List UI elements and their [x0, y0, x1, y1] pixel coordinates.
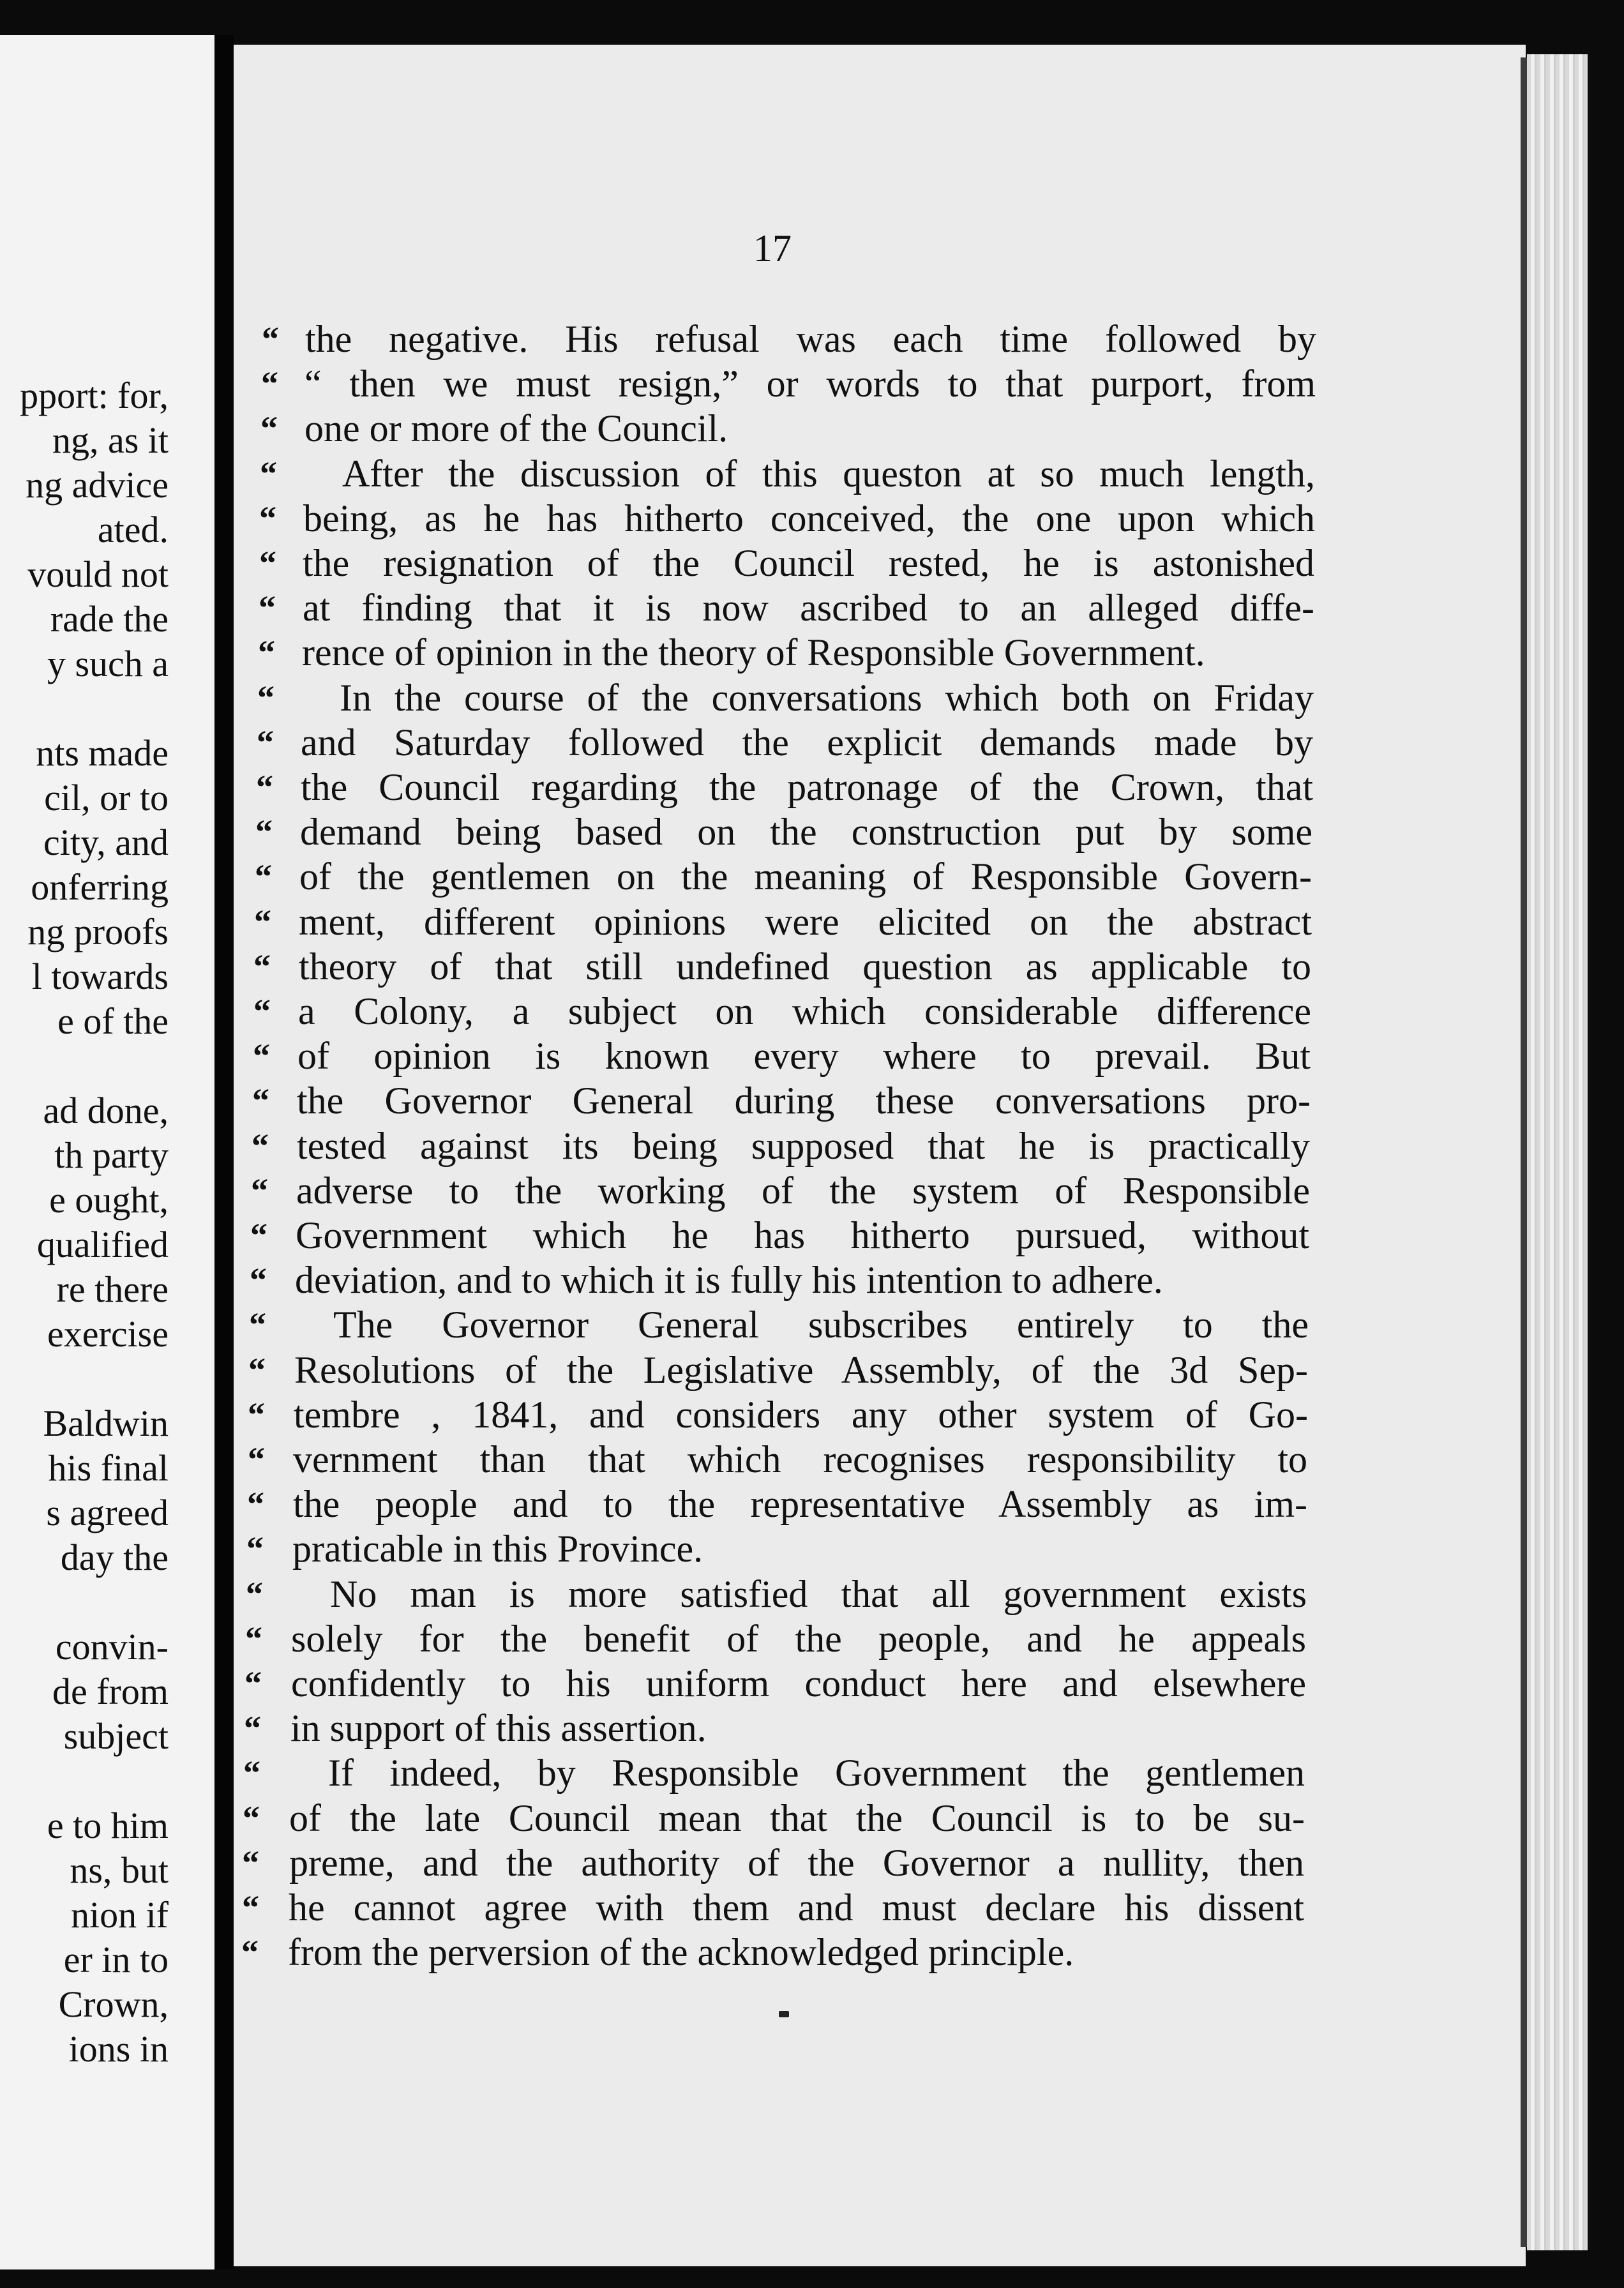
line-text: demand being based on the construction put by some	[300, 811, 1312, 853]
text-line	[0, 1840, 1404, 1886]
line-text: praticable in this Province.	[292, 1528, 703, 1570]
text-line	[0, 854, 1404, 899]
text-line	[0, 899, 1404, 945]
text-line	[0, 1885, 1404, 1930]
margin-quote-mark: “	[255, 857, 272, 896]
line-text: he cannot agree with them and must declare his dissent	[289, 1886, 1304, 1929]
line-text: tembre , 1841, and considers any other system of Go-	[294, 1394, 1308, 1436]
margin-quote-mark: “	[247, 1485, 264, 1523]
margin-quote-mark: “	[248, 1351, 266, 1389]
text-line	[0, 1078, 1404, 1124]
text-line	[0, 1705, 1404, 1751]
left-page-line: ad done,	[43, 1090, 169, 1131]
left-page-line: convin-	[55, 1626, 169, 1667]
margin-quote-mark: “	[250, 1261, 267, 1299]
line-text: a Colony, a subject on which considerable difference	[298, 990, 1311, 1032]
line-text: Resolutions of the Legislative Assembly, of the 3d Sep-	[294, 1349, 1308, 1391]
line-text: the resignation of the Council rested, he is astonished	[303, 542, 1314, 584]
left-page-line: re there	[56, 1268, 169, 1310]
left-page-line: e ought,	[49, 1179, 169, 1221]
margin-quote-mark: “	[246, 1575, 263, 1613]
margin-quote-mark: “	[254, 903, 271, 941]
left-page-line: subject	[63, 1715, 169, 1757]
line-text: solely for the benefit of the people, and he appeals	[291, 1618, 1306, 1660]
line-text: from the perversion of the acknowledged principle.	[288, 1931, 1074, 1973]
left-page-line: ng, as it	[52, 419, 169, 461]
margin-quote-mark: “	[260, 455, 277, 493]
line-text: adverse to the working of the system of Responsible	[296, 1170, 1310, 1212]
line-text: After the discussion of this queston at so much length,	[342, 453, 1315, 495]
margin-quote-mark: “	[244, 1709, 261, 1747]
line-text: one or more of the Council.	[304, 407, 728, 449]
line-text: the people and to the representative Assembly as im-	[293, 1483, 1307, 1525]
margin-quote-mark: “	[250, 1216, 267, 1254]
left-page-line: pport: for,	[20, 375, 169, 416]
text-line	[0, 1750, 1404, 1796]
text-line	[0, 1302, 1404, 1348]
text-line	[0, 1168, 1404, 1214]
margin-quote-mark: “	[257, 679, 274, 717]
margin-quote-mark: “	[257, 723, 274, 762]
line-text: theory of that still undefined question as applicable to	[299, 945, 1311, 988]
text-line	[0, 988, 1404, 1034]
margin-quote-mark: “	[252, 1127, 269, 1165]
text-line	[0, 1660, 1404, 1706]
text-line	[0, 1481, 1404, 1527]
left-page-line: qualified	[36, 1224, 169, 1265]
margin-quote-mark: “	[253, 1037, 270, 1075]
left-page-line: cil, or to	[44, 777, 169, 818]
left-page-line: day the	[60, 1537, 169, 1578]
margin-quote-mark: “	[248, 1396, 265, 1434]
text-line	[0, 361, 1404, 407]
line-text: at finding that it is now ascribed to an alleged diffe-	[303, 587, 1314, 629]
text-line	[0, 1033, 1404, 1079]
margin-quote-mark: “	[256, 768, 273, 806]
text-line	[0, 675, 1404, 721]
margin-quote-mark: “	[241, 1933, 259, 1971]
line-text: ment, different opinions were elicited on the abstract	[299, 901, 1312, 943]
line-text: “ then we must resign,” or words to that purport, from	[304, 363, 1316, 405]
margin-quote-mark: “	[242, 1844, 259, 1882]
text-line	[0, 944, 1404, 990]
line-text: preme, and the authority of the Governor a nullity, then	[289, 1842, 1304, 1884]
line-text: the negative. His refusal was each time followed by	[305, 318, 1316, 360]
left-page-line: ng advice	[26, 464, 169, 506]
margin-quote-mark: “	[245, 1620, 262, 1658]
line-text: in support of this assertion.	[290, 1707, 707, 1749]
text-line	[0, 1347, 1404, 1393]
text-line	[0, 540, 1404, 586]
line-text: of opinion is known every where to prevail. But	[297, 1035, 1311, 1077]
line-text: If indeed, by Responsible Government the gentlemen	[328, 1752, 1305, 1794]
text-line	[0, 1526, 1404, 1572]
text-line	[0, 1212, 1404, 1258]
margin-quote-mark: “	[255, 813, 273, 851]
line-text: deviation, and to which it is fully his intention to adhere.	[295, 1259, 1163, 1301]
line-text: vernment than that which recognises responsibility to	[293, 1438, 1307, 1480]
left-page-line: nts made	[36, 732, 169, 774]
line-text: of the gentlemen on the meaning of Responsible Govern-	[299, 855, 1312, 898]
left-page-line: nion if	[70, 1894, 169, 1936]
left-page-line: onferring	[31, 866, 169, 908]
line-text: The Governor General subscribes entirely to the	[333, 1304, 1309, 1346]
text-line	[0, 764, 1404, 810]
left-page-line: exercise	[47, 1313, 169, 1355]
line-text: the Governor General during these conversations pro-	[297, 1080, 1311, 1122]
left-page-line: Crown,	[58, 1983, 169, 2025]
left-page-line: ng proofs	[27, 911, 169, 952]
left-page-line: Baldwin	[43, 1403, 169, 1444]
text-line	[0, 495, 1404, 541]
line-text: tested against its being supposed that he is practically	[297, 1125, 1310, 1167]
text-line	[0, 405, 1404, 451]
text-line	[0, 316, 1404, 362]
margin-quote-mark: “	[253, 947, 271, 986]
margin-quote-mark: “	[262, 320, 279, 358]
left-page-line: s agreed	[46, 1492, 169, 1533]
left-page-line: ated.	[97, 509, 169, 550]
left-page-line: e of the	[57, 1000, 169, 1042]
left-page-line: rade the	[50, 598, 169, 640]
left-page-line: his final	[48, 1447, 169, 1489]
left-page-line: ns, but	[70, 1849, 169, 1891]
left-page-line: city, and	[43, 822, 169, 863]
line-text: of the late Council mean that the Council is to be su-	[289, 1797, 1305, 1839]
left-page-line: e to him	[47, 1805, 169, 1846]
text-line	[0, 809, 1404, 855]
ink-mark	[779, 2011, 789, 2017]
text-line	[0, 1929, 1404, 1975]
margin-quote-mark: “	[246, 1530, 264, 1568]
left-page-line: er in to	[63, 1939, 169, 1980]
margin-quote-mark: “	[249, 1306, 266, 1344]
margin-quote-mark: “	[259, 589, 276, 627]
text-line	[0, 585, 1404, 631]
line-text: In the course of the conversations which both on Friday	[340, 677, 1314, 719]
text-line	[0, 1392, 1404, 1438]
margin-quote-mark: “	[248, 1440, 265, 1479]
margin-quote-mark: “	[244, 1664, 262, 1703]
line-text: confidently to his uniform conduct here and elsewhere	[291, 1662, 1306, 1705]
line-text: being, as he has hitherto conceived, the one upon which	[303, 497, 1315, 539]
left-page-line: th party	[54, 1134, 169, 1176]
text-line	[0, 629, 1404, 675]
margin-quote-mark: “	[243, 1799, 260, 1837]
margin-quote-mark: “	[261, 365, 278, 403]
left-page-line: vould not	[27, 553, 169, 595]
text-line	[0, 719, 1404, 765]
margin-quote-mark: “	[259, 544, 276, 582]
margin-quote-mark: “	[259, 499, 276, 538]
left-page-line: ions in	[68, 2028, 169, 2070]
margin-quote-mark: “	[260, 409, 278, 448]
page-number: 17	[753, 227, 792, 269]
line-text: rence of opinion in the theory of Responsible Government.	[302, 631, 1205, 674]
page-block-edges	[1527, 54, 1588, 2250]
line-text: Government which he has hitherto pursued, without	[296, 1214, 1309, 1256]
margin-quote-mark: “	[258, 633, 275, 672]
left-page-line: l towards	[31, 956, 169, 997]
line-text: No man is more satisfied that all government exists	[330, 1573, 1307, 1615]
line-text: and Saturday followed the explicit demands made by	[301, 721, 1313, 764]
margin-quote-mark: “	[252, 1081, 269, 1120]
margin-quote-mark: “	[251, 1171, 268, 1210]
margin-quote-mark: “	[242, 1888, 259, 1927]
text-line	[0, 1616, 1404, 1662]
text-line	[0, 451, 1404, 497]
left-page-line: de from	[52, 1671, 169, 1712]
text-line	[0, 1795, 1404, 1841]
left-page-line: y such a	[47, 643, 169, 684]
text-line	[0, 1571, 1404, 1617]
text-line	[0, 1436, 1404, 1482]
margin-quote-mark: “	[243, 1754, 260, 1792]
text-line	[0, 1257, 1404, 1303]
margin-quote-mark: “	[253, 992, 271, 1030]
line-text: the Council regarding the patronage of the Crown, that	[301, 766, 1313, 808]
text-line	[0, 1123, 1404, 1169]
